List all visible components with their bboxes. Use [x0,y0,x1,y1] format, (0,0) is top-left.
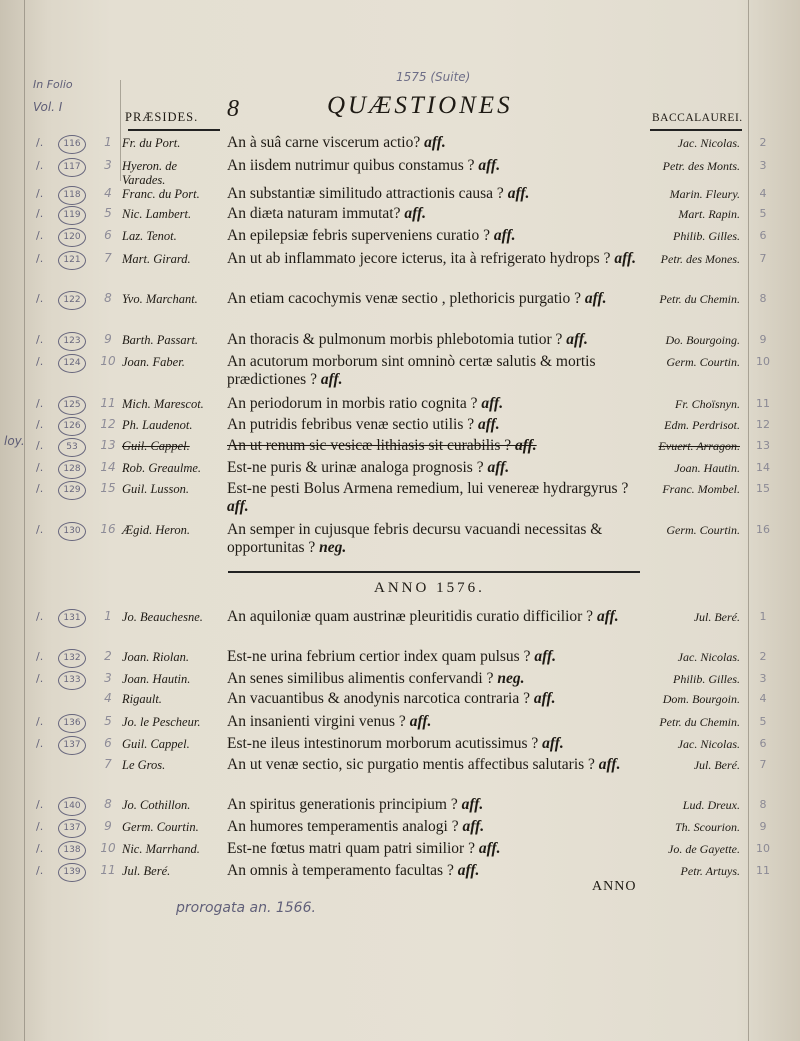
baccalaureus-name: Franc. Mombel. [662,482,740,496]
right-number: 12 [756,418,770,431]
right-number: 2 [759,136,767,149]
right-number: 11 [756,864,770,877]
entry-number: 1 [104,609,112,623]
check-mark: /. [36,187,44,200]
check-mark: /. [36,355,44,368]
baccalaureus-name: Th. Scourion. [674,820,740,834]
question-text [227,290,639,308]
right-number: 6 [759,737,767,750]
baccalaureus-name: Petr. du Chemin. [659,292,740,306]
verdict: neg. [319,539,347,556]
verdict: aff. [320,371,343,388]
baccalaureus-name: Jul. Beré. [693,758,740,772]
baccalaureus-name: Fr. Choïsnyn. [674,397,740,411]
question-text [227,690,639,708]
anno-heading: ANNO 1576. [374,580,485,596]
question-body: An etiam cacochymis venæ sectio , plethoricis purgatio ? [227,290,585,307]
entry-number: 3 [104,671,112,685]
baccalaureus-name: Dom. Bourgoin. [662,692,740,706]
check-mark: /. [36,650,44,663]
praeses-name: Germ. Courtin. [122,820,199,834]
check-mark: /. [36,842,44,855]
verdict: aff. [507,185,530,202]
header-rule-right [650,129,742,131]
right-number: 4 [759,692,767,705]
question-body: An thoracis & pulmonum morbis phlebotomia tutior ? [227,331,567,348]
praeses-name: Mich. Marescot. [122,397,204,411]
check-mark: /. [36,207,44,220]
baccalaureus-name: Jul. Beré. [693,610,740,624]
praeses-name: Hyeron. de Varades. [122,159,178,187]
right-number: 2 [759,650,767,663]
question-body: An aquiloniæ quam austrinæ pleuritidis curatio difficilior ? [227,608,597,625]
page-number: 8 [227,96,239,122]
right-number: 5 [759,207,767,220]
question-body: An epilepsiæ febris superveniens curatio ? [227,227,494,244]
question-body: An senes similibus alimentis confervandi ? [227,670,498,687]
header-baccalaurei: BACCALAUREI. [652,112,743,124]
praeses-name: Jul. Beré. [122,864,171,878]
reference-number: 123 [58,332,86,351]
praeses-name: Guil. Cappel. [122,737,190,751]
question-text [227,735,639,753]
praeses-name: Laz. Tenot. [122,229,177,243]
reference-number: 125 [58,396,86,415]
verdict: aff. [487,459,510,476]
check-mark: /. [36,523,44,536]
baccalaureus-name: Philib. Gilles. [673,229,740,243]
baccalaureus-name: Germ. Courtin. [666,355,740,369]
check-mark: /. [36,820,44,833]
check-mark: /. [36,418,44,431]
right-number: 9 [759,333,767,346]
verdict: aff. [478,157,501,174]
baccalaureus-name: Marin. Fleury. [669,187,740,201]
question-text [227,395,639,413]
reference-number: 124 [58,354,86,373]
praeses-name: Joan. Riolan. [122,650,190,664]
baccalaureus-name: Petr. Artuys. [680,864,740,878]
verdict: aff. [596,608,619,625]
verdict: aff. [404,205,427,222]
right-number: 7 [759,758,767,771]
baccalaureus-name: Jac. Nicolas. [677,650,740,664]
verdict: aff. [462,818,485,835]
catchword: ANNO [592,879,637,894]
verdict: aff. [534,648,557,665]
praeses-name: Jo. Cothillon. [122,798,191,812]
question-text [227,437,639,455]
question-text [227,756,639,774]
question-body: An à suâ carne viscerum actio? [227,134,425,151]
check-mark: /. [36,333,44,346]
entry-number: 11 [100,396,116,410]
right-number: 8 [759,292,767,305]
question-text [227,353,639,389]
right-number: 10 [756,842,770,855]
right-number: 16 [756,523,770,536]
reference-number: 140 [58,797,86,816]
question-text [227,185,639,203]
reference-number: 137 [58,819,86,838]
praeses-name: Joan. Hautin. [122,672,191,686]
question-text [227,670,639,688]
reference-number: 117 [58,158,86,177]
entry-number: 12 [100,417,116,431]
verdict: aff. [478,840,501,857]
verdict: aff. [409,713,432,730]
question-text [227,416,639,434]
reference-number: 136 [58,714,86,733]
right-number: 4 [759,187,767,200]
baccalaureus-name: Do. Bourgoing. [665,333,740,347]
reference-number: 132 [58,649,86,668]
right-number: 5 [759,715,767,728]
baccalaureus-name: Joan. Hautin. [674,461,740,475]
right-number: 3 [759,159,767,172]
question-text [227,331,639,349]
praeses-name: Rigault. [122,692,162,706]
baccalaureus-name: Petr. des Monts. [662,159,740,173]
vol-note-bottom: Vol. I [33,100,63,114]
praeses-name: Fr. du Port. [122,136,181,150]
entry-number: 13 [100,438,116,452]
baccalaureus-name: Jac. Nicolas. [677,737,740,751]
verdict: aff. [493,227,516,244]
entry-number: 16 [100,522,116,536]
question-body: An substantiæ similitudo attractionis causa ? [227,185,508,202]
right-number: 7 [759,252,767,265]
check-mark: /. [36,397,44,410]
baccalaureus-name: Mart. Rapin. [678,207,740,221]
verdict: aff. [515,437,537,454]
question-body: An semper in cujusque febris decursu vacuandi necessitas & opportunitas ? [227,521,603,556]
question-body: An omnis à temperamento facultas ? [227,862,458,879]
question-body: An insanienti virgini venus ? [227,713,410,730]
baccalaureus-name: Philib. Gilles. [673,672,740,686]
entry-number: 3 [104,158,112,172]
check-mark: /. [36,610,44,623]
baccalaureus-name: Petr. des Mones. [660,252,740,266]
verdict: aff. [598,756,621,773]
reference-number: 120 [58,228,86,247]
check-mark: /. [36,715,44,728]
margin-rule [24,0,25,1041]
question-text [227,818,639,836]
entry-number: 2 [104,649,112,663]
entry-number: 1 [104,135,112,149]
question-body: An putridis febribus venæ sectio utilis ? [227,416,478,433]
entry-number: 14 [100,460,116,474]
check-mark: /. [36,798,44,811]
verdict: aff. [533,690,556,707]
right-number: 10 [756,355,770,368]
verdict: aff. [477,416,500,433]
entry-number: 4 [104,691,112,705]
check-mark: /. [36,439,44,452]
verdict: aff. [614,250,637,267]
praeses-name: Franc. du Port. [122,187,200,201]
question-body: Est-ne pesti Bolus Armena remedium, lui venereæ hydrargyrus ? [227,480,629,497]
reference-number: 131 [58,609,86,628]
right-number: 11 [756,397,770,410]
check-mark: /. [36,737,44,750]
entry-number: 6 [104,228,112,242]
entry-number: 6 [104,736,112,750]
check-mark: /. [36,461,44,474]
entry-number: 8 [104,797,112,811]
reference-number: 53 [58,438,86,457]
check-mark: /. [36,292,44,305]
question-text [227,862,639,880]
check-mark: /. [36,864,44,877]
verdict: aff. [424,134,446,151]
header-rule-left [128,129,220,131]
baccalaureus-name: Evuert. Arragon. [658,439,740,453]
question-body: An ut renum sic vesicæ lithiasis sit curabilis ? [227,437,515,454]
question-text [227,227,639,245]
question-text [227,648,639,666]
right-number: 13 [756,439,770,452]
entry-number: 9 [104,332,112,346]
reference-number: 121 [58,251,86,270]
right-number: 1 [759,610,767,623]
question-body: An vacuantibus & anodynis narcotica contraria ? [227,690,534,707]
praeses-name: Nic. Marrhand. [122,842,200,856]
reference-number: 139 [58,863,86,882]
question-body: Est-ne ileus intestinorum morborum acutissimus ? [227,735,543,752]
question-body: Est-ne urina febrium certior index quam pulsus ? [227,648,535,665]
praeses-name: Guil. Lusson. [122,482,190,496]
pencil-note: 1575 (Suite) [396,70,471,84]
entry-number: 4 [104,186,112,200]
baccalaureus-name: Edm. Perdrisot. [664,418,740,432]
verdict: aff. [584,290,607,307]
right-number: 15 [756,482,770,495]
question-text [227,521,639,557]
question-text [227,459,639,477]
check-mark: /. [36,229,44,242]
entry-number: 10 [100,841,116,855]
verdict: aff. [457,862,480,879]
question-body: An diæta naturam immutat? [227,205,405,222]
check-mark: /. [36,482,44,495]
verdict: aff. [566,331,588,348]
praeses-name: Nic. Lambert. [122,207,192,221]
reference-number: 133 [58,671,86,690]
check-mark: /. [36,159,44,172]
verdict: aff. [461,796,484,813]
reference-number: 126 [58,417,86,436]
verdict: aff. [481,395,504,412]
question-body: An periodorum in morbis ratio cognita ? [227,395,482,412]
header-presides: PRÆSIDES. [125,110,199,124]
entry-number: 11 [100,863,116,877]
verdict: aff. [542,735,564,752]
reference-number: 116 [58,135,86,154]
page-title: QUÆSTIONES [327,92,513,119]
reference-number: 118 [58,186,86,205]
entry-number: 5 [104,714,112,728]
right-number: 3 [759,672,767,685]
question-body: Est-ne puris & urinæ analoga prognosis ? [227,459,488,476]
check-mark: /. [36,672,44,685]
left-mark: loy. [4,434,25,448]
check-mark: /. [36,252,44,265]
right-number: 14 [756,461,770,474]
praeses-name: Le Gros. [122,758,166,772]
question-text [227,205,639,223]
check-mark: /. [36,136,44,149]
question-text [227,157,639,175]
right-number: 6 [759,229,767,242]
question-body: An iisdem nutrimur quibus constamus ? [227,157,479,174]
entry-number: 15 [100,481,116,495]
question-body: An humores temperamentis analogi ? [227,818,463,835]
entry-number: 8 [104,291,112,305]
question-text [227,608,639,626]
question-text [227,134,639,152]
reference-number: 138 [58,841,86,860]
entry-number: 7 [104,757,112,771]
right-number: 9 [759,820,767,833]
reference-number: 137 [58,736,86,755]
praeses-name: Ægid. Heron. [122,523,190,537]
footer-note: prorogata an. 1566. [176,900,316,916]
baccalaureus-name: Petr. du Chemin. [659,715,740,729]
entry-number: 7 [104,251,112,265]
question-body: An ut venæ sectio, sic purgatio mentis affectibus salutaris ? [227,756,599,773]
question-body: An ut ab inflammato jecore icterus, ita à refrigerato hydrops ? [227,250,615,267]
entry-number: 5 [104,206,112,220]
margin-rule-right [748,0,749,1041]
column-rule [120,80,121,181]
praeses-name: Mart. Girard. [122,252,191,266]
praeses-name: Joan. Faber. [122,355,185,369]
reference-number: 129 [58,481,86,500]
question-text [227,480,639,516]
praeses-name: Ph. Laudenot. [122,418,193,432]
question-body: Est-ne fœtus matri quam patri similior ? [227,840,479,857]
question-text [227,713,639,731]
baccalaureus-name: Jo. de Gayette. [668,842,740,856]
right-number: 8 [759,798,767,811]
vol-note-top: In Folio [33,78,73,91]
reference-number: 122 [58,291,86,310]
question-text [227,840,639,858]
reference-number: 130 [58,522,86,541]
praeses-name: Barth. Passart. [122,333,199,347]
entry-number: 9 [104,819,112,833]
question-text [227,250,639,268]
baccalaureus-name: Germ. Courtin. [666,523,740,537]
verdict: neg. [497,670,525,687]
baccalaureus-name: Jac. Nicolas. [677,136,740,150]
entry-number: 10 [100,354,116,368]
reference-number: 128 [58,460,86,479]
praeses-name: Rob. Greaulme. [122,461,202,475]
verdict: aff. [227,498,249,515]
praeses-name: Jo. le Pescheur. [122,715,201,729]
reference-number: 119 [58,206,86,225]
praeses-name: Yvo. Marchant. [122,292,198,306]
question-text [227,796,639,814]
praeses-name: Jo. Beauchesne. [122,610,203,624]
praeses-name: Guil. Cappel. [122,439,190,453]
baccalaureus-name: Lud. Dreux. [682,798,740,812]
question-body: An acutorum morborum sint omninò certæ salutis & mortis prædictiones ? [227,353,596,388]
section-divider [228,571,640,573]
question-body: An spiritus generationis principium ? [227,796,462,813]
